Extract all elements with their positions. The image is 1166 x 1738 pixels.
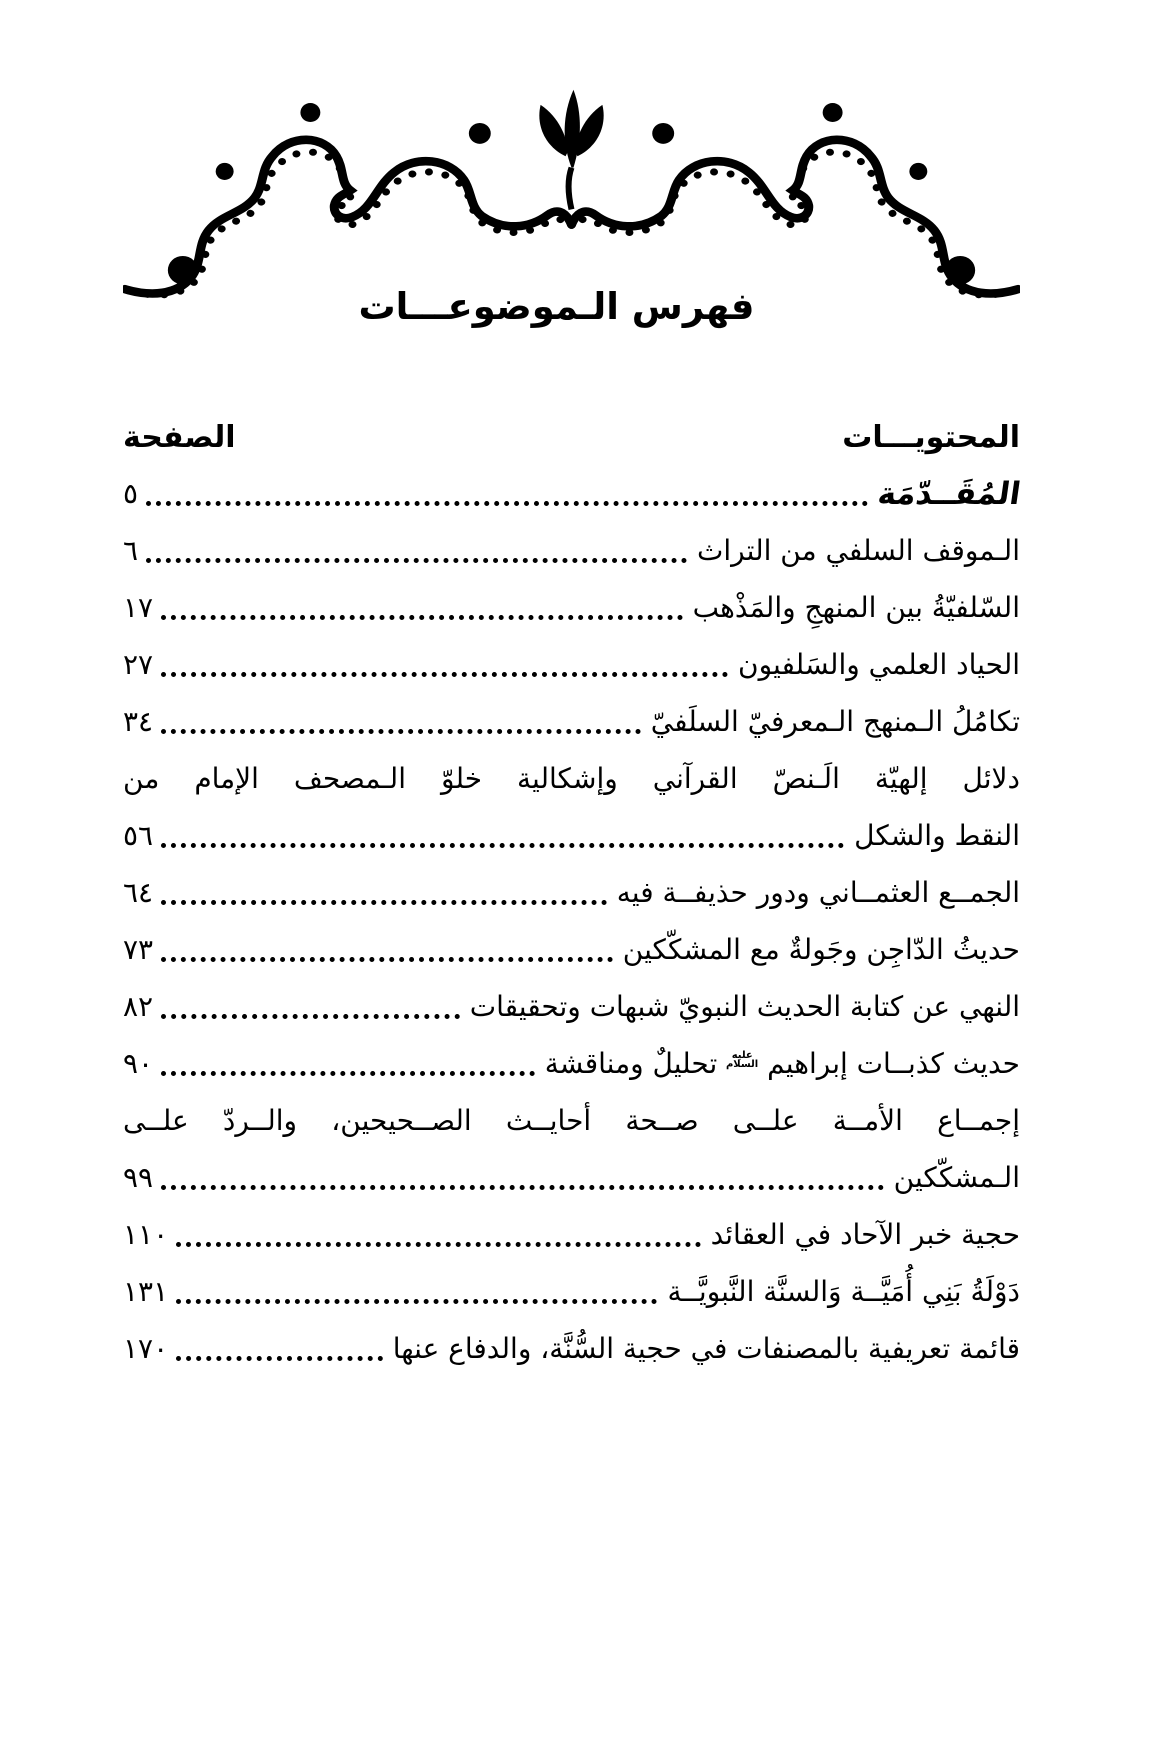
toc-entry <box>123 864 1020 921</box>
table-of-contents <box>123 420 1023 1377</box>
dot-leader <box>161 900 607 905</box>
dot-leader <box>161 843 844 848</box>
toc-entry-title <box>545 1047 1020 1080</box>
toc-entry-muqaddima <box>123 465 1023 522</box>
dot-leader <box>161 672 728 677</box>
toc-entry-title: حجية خبر الآحاد في العقائد <box>710 1218 1020 1251</box>
toc-entry-page: ٨٢ <box>123 990 154 1023</box>
floral-flourish-ornament-icon <box>123 84 1020 312</box>
toc-entry-page: ٥ <box>123 477 139 510</box>
toc-entry <box>123 978 1020 1035</box>
page-title: فهرس الـموضوعـــات <box>358 285 755 328</box>
toc-entry-page: ٣٤ <box>123 705 154 738</box>
toc-entry-page: ١١٠ <box>123 1218 169 1251</box>
toc-entry-page: ٩٩ <box>123 1161 154 1194</box>
toc-entry-page: ٦ <box>123 534 139 567</box>
dot-leader <box>176 1356 383 1361</box>
toc-entry-title: تكامُلُ الـمنهج الـمعرفيّ السلَفيّ <box>650 705 1020 738</box>
header-ornament-block <box>123 84 1020 328</box>
toc-entry <box>123 522 1020 579</box>
toc-header-row <box>123 420 1020 455</box>
dot-leader <box>176 1299 657 1304</box>
toc-entry-title: النهي عن كتابة الحديث النبويّ شبهات وتحقيقات <box>469 990 1020 1023</box>
toc-entry <box>123 1149 1020 1206</box>
toc-entry-title-text: تحليلٌ ومناقشة <box>544 1047 718 1080</box>
toc-entry-title: إجمــاع الأمــة علــى صــحة أحايــث الصــحيحين، والــردّ علــى <box>123 1104 1020 1137</box>
toc-entry-title: قائمة تعريفية بالمصنفات في حجية السُّنَّة، والدفاع عنها <box>392 1332 1020 1365</box>
dot-leader <box>161 957 613 962</box>
toc-entry-page: ٥٦ <box>123 819 154 852</box>
toc-entry-title: دَوْلَةُ بَنِي أُمَيَّــة وَالسنَّة النَّبويَّــة <box>667 1275 1020 1308</box>
toc-entry-title: دلائل إلهيّة الَـنصّ القرآني وإشكالية خلوّ الـمصحف الإمام من <box>123 762 1020 795</box>
toc-entry-page: ٧٣ <box>123 933 154 966</box>
toc-entry-page: ٦٤ <box>123 876 154 909</box>
toc-entry-page: ٢٧ <box>123 648 154 681</box>
contents-column-label: المحتويـــات <box>842 420 1020 455</box>
toc-entry-wrapped-line <box>123 750 1020 807</box>
dot-leader <box>161 1014 460 1019</box>
toc-entry-title: الحياد العلمي والسَلفيون <box>738 648 1020 681</box>
toc-entry-page: ٩٠ <box>123 1047 154 1080</box>
dot-leader <box>161 1185 884 1190</box>
dot-leader <box>146 558 687 563</box>
toc-entry <box>123 693 1020 750</box>
toc-entry <box>123 921 1020 978</box>
alayhi-salam-honorific: عليه السلام <box>725 1050 759 1070</box>
toc-entry <box>123 807 1020 864</box>
toc-entry-page: ١٧ <box>123 591 154 624</box>
toc-entry <box>123 579 1020 636</box>
toc-entry-title: الجمــع العثمــاني ودور حذيفــة فيه <box>616 876 1020 909</box>
toc-entry-ibrahim-hadith <box>123 1035 1020 1092</box>
book-page <box>0 84 1166 1738</box>
toc-entry-title: الـموقف السلفي من التراث <box>697 534 1020 567</box>
dot-leader <box>161 729 641 734</box>
toc-entry-title-text: حديث كذبــات إبراهيم <box>767 1047 1020 1080</box>
dot-leader <box>161 615 683 620</box>
toc-entry-page: ١٣١ <box>123 1275 169 1308</box>
page-column-label: الصفحة <box>123 420 236 455</box>
toc-entry-title: الـمشكّكين <box>893 1161 1020 1194</box>
toc-entry-wrapped-line <box>123 1092 1020 1149</box>
toc-entry <box>123 1320 1020 1377</box>
toc-entry <box>123 1263 1020 1320</box>
toc-entry-title: السّلفيّةُ بين المنهجِ والمَذْهب <box>692 591 1020 624</box>
toc-entry-page: ١٧٠ <box>123 1332 169 1365</box>
toc-entry <box>123 636 1020 693</box>
dot-leader <box>176 1242 700 1247</box>
toc-entry-title: حديثُ الدّاجِن وجَولةٌ مع المشكّكين <box>622 933 1020 966</box>
dot-leader <box>161 1071 535 1076</box>
dot-leader <box>146 501 868 506</box>
toc-entry-title: النقط والشكل <box>854 819 1020 852</box>
toc-entry <box>123 1206 1020 1263</box>
toc-entry-title: المُقَــدّمَة <box>875 475 1023 512</box>
